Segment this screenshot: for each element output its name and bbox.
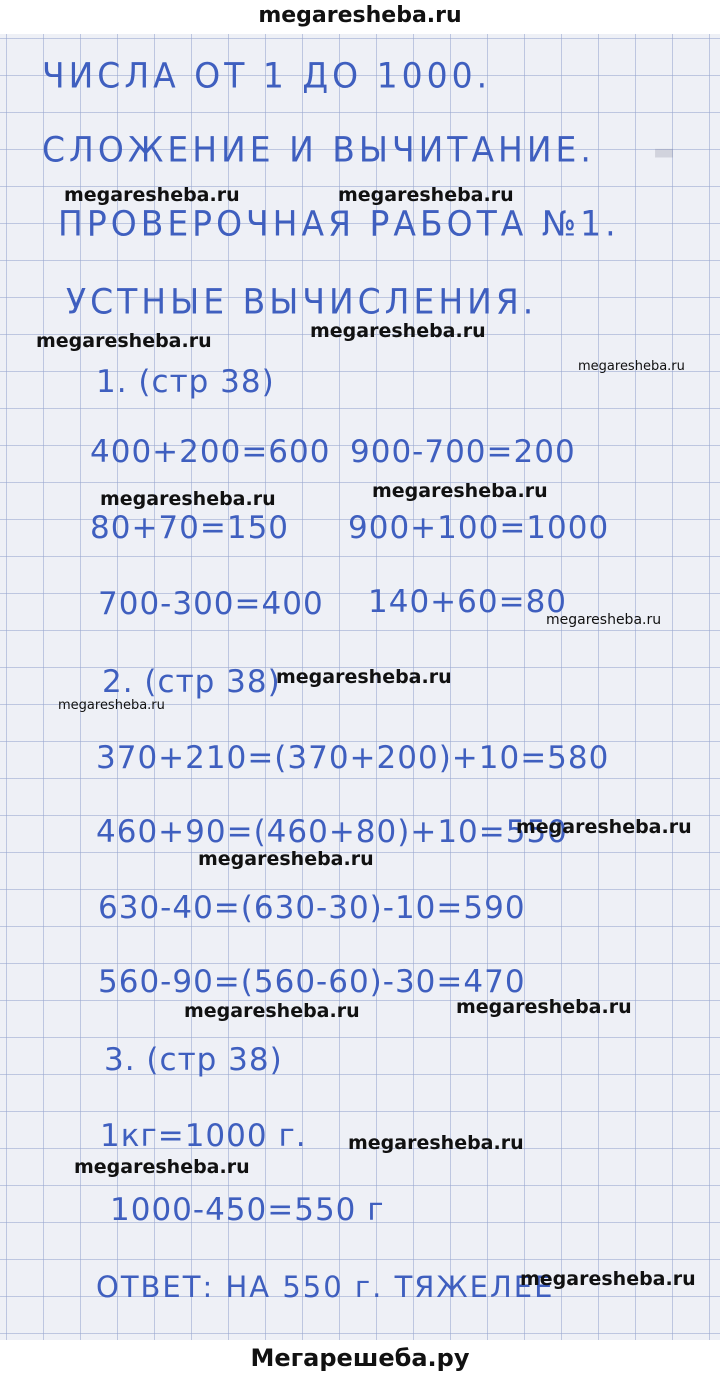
watermark: megaresheba.ru [516, 816, 692, 838]
watermark: megaresheba.ru [74, 1156, 250, 1178]
watermark: megaresheba.ru [456, 996, 632, 1018]
watermark: megaresheba.ru [198, 848, 374, 870]
watermark: megaresheba.ru [276, 666, 452, 688]
watermark: megaresheba.ru [338, 184, 514, 206]
task1-line: 900-700=200 [350, 434, 576, 470]
watermark: megaresheba.ru [36, 330, 212, 352]
site-header: megaresheba.ru [0, 0, 720, 34]
task2-line: 560-90=(560-60)-30=470 [98, 964, 526, 1000]
task3-answer: ОТВЕТ: НА 550 г. ТЯЖЕЛЕЕ [96, 1270, 555, 1304]
task3-label: 3. (стр 38) [104, 1042, 283, 1078]
task2-line: 370+210=(370+200)+10=580 [96, 740, 610, 776]
task3-line: 1000-450=550 г [110, 1192, 385, 1228]
task1-label: 1. (стр 38) [96, 364, 275, 400]
watermark: megaresheba.ru [64, 184, 240, 206]
watermark: megaresheba.ru [100, 488, 276, 510]
watermark: megaresheba.ru [310, 320, 486, 342]
watermark: megaresheba.ru [520, 1268, 696, 1290]
page-title: ЧИСЛА ОТ 1 ДО 1000. [42, 55, 492, 96]
task2-label: 2. (стр 38) [102, 664, 281, 700]
section-heading: УСТНЫЕ ВЫЧИСЛЕНИЯ. [66, 281, 538, 322]
bleed-through: ▬ [655, 134, 674, 169]
watermark: megaresheba.ru [58, 698, 165, 713]
watermark: megaresheba.ru [184, 1000, 360, 1022]
task1-line: 700-300=400 [98, 586, 324, 622]
site-footer: Мегарешеба.ру [0, 1340, 720, 1376]
task2-line: 460+90=(460+80)+10=550 [96, 814, 568, 850]
topic-heading: СЛОЖЕНИЕ И ВЫЧИТАНИЕ. [42, 129, 595, 170]
watermark: megaresheba.ru [546, 612, 662, 628]
task1-line: 400+200=600 [90, 434, 331, 470]
watermark: megaresheba.ru [372, 480, 548, 502]
work-heading: ПРОВЕРОЧНАЯ РАБОТА №1. [58, 203, 620, 244]
watermark: megaresheba.ru [348, 1132, 524, 1154]
task1-line: 900+100=1000 [348, 510, 610, 546]
notebook-page [0, 34, 720, 1340]
task3-line: 1кг=1000 г. [100, 1118, 307, 1154]
task1-line: 140+60=80 [368, 584, 568, 620]
task2-line: 630-40=(630-30)-10=590 [98, 890, 526, 926]
task1-line: 80+70=150 [90, 510, 290, 546]
watermark: megaresheba.ru [578, 359, 685, 374]
